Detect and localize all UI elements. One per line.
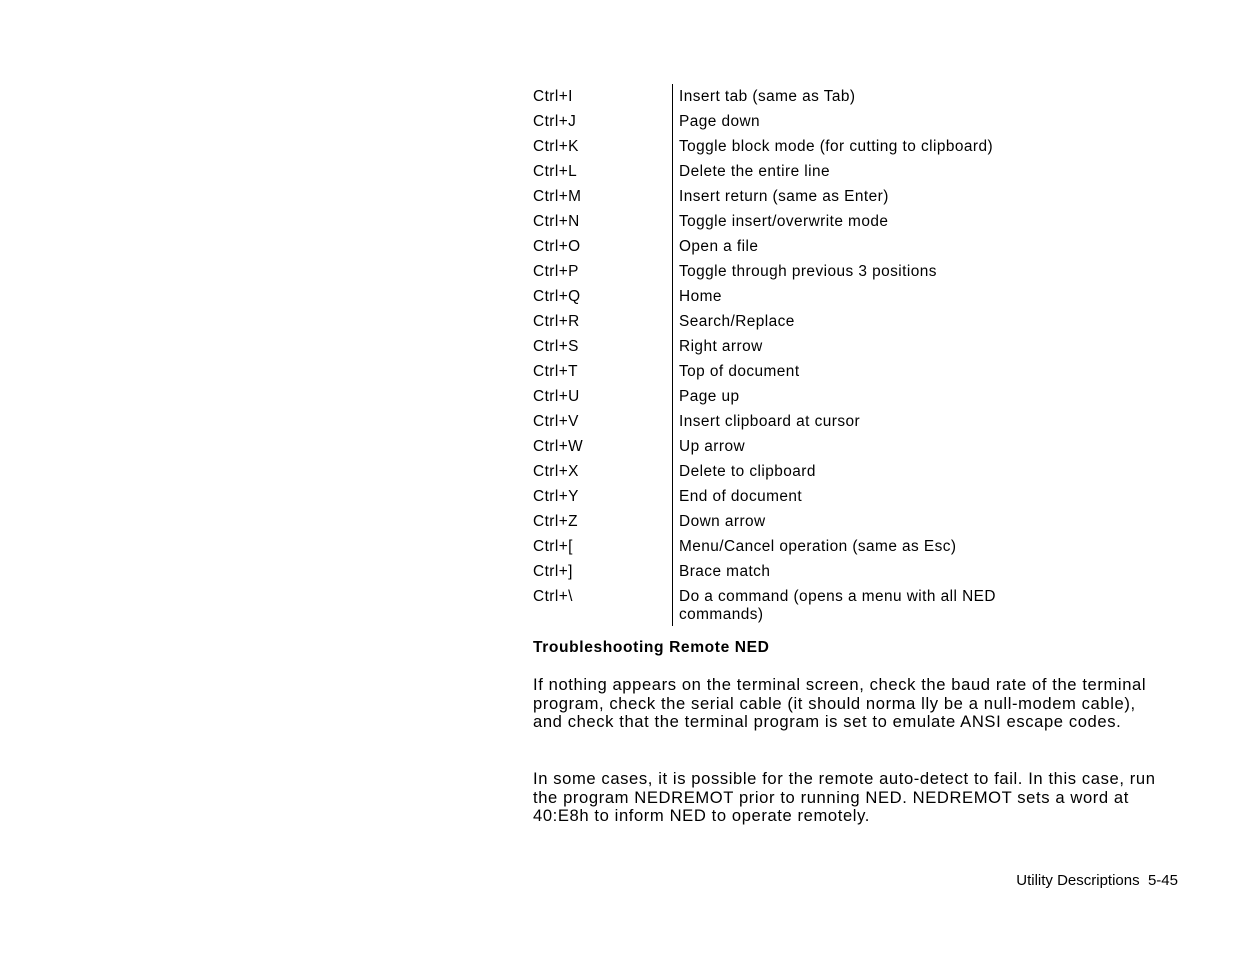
- shortcut-description: Insert tab (same as Tab): [672, 84, 1079, 109]
- footer-chapter: Utility Descriptions: [1016, 872, 1140, 889]
- table-row: [533, 459, 1093, 484]
- shortcut-key: Ctrl+P: [533, 263, 579, 280]
- shortcut-description: Up arrow: [672, 434, 1079, 459]
- shortcut-description: Insert return (same as Enter): [672, 184, 1079, 209]
- shortcut-description: Toggle insert/overwrite mode: [672, 209, 1079, 234]
- shortcut-key: Ctrl+T: [533, 363, 579, 380]
- shortcut-description: Page down: [672, 109, 1079, 134]
- shortcut-key: Ctrl+Y: [533, 488, 579, 505]
- table-row: [533, 484, 1093, 509]
- shortcut-key: Ctrl+Q: [533, 288, 581, 305]
- shortcut-description: Search/Replace: [672, 309, 1079, 334]
- table-row: [533, 534, 1093, 559]
- shortcut-key: Ctrl+X: [533, 463, 579, 480]
- shortcut-description: Insert clipboard at cursor: [672, 409, 1079, 434]
- footer-spacer: [1140, 872, 1148, 889]
- shortcut-description: Toggle through previous 3 positions: [672, 259, 1079, 284]
- shortcut-description: Brace match: [672, 559, 1079, 584]
- shortcut-description: End of document: [672, 484, 1079, 509]
- table-row: [533, 109, 1093, 134]
- table-row: [533, 434, 1093, 459]
- table-row: [533, 209, 1093, 234]
- shortcut-key: Ctrl+O: [533, 238, 581, 255]
- shortcut-key: Ctrl+]: [533, 563, 573, 580]
- paragraph: In some cases, it is possible for the remote auto-detect to fail. In this case, run the program NEDREMOT prior to running NED. NEDREMOT sets a word at 40:E8h to inform NED to operate remotely.: [533, 769, 1156, 826]
- shortcut-key: Ctrl+[: [533, 538, 573, 555]
- shortcut-key: Ctrl+Z: [533, 513, 579, 530]
- table-row: [533, 159, 1093, 184]
- section-heading: Troubleshooting Remote NED: [533, 639, 770, 656]
- shortcut-description: Down arrow: [672, 509, 1079, 534]
- shortcut-key: Ctrl+L: [533, 163, 578, 180]
- shortcut-key: Ctrl+W: [533, 438, 584, 455]
- table-row: [533, 359, 1093, 384]
- shortcut-key: Ctrl+J: [533, 113, 577, 130]
- shortcut-key: Ctrl+U: [533, 388, 580, 405]
- table-row: [533, 134, 1093, 159]
- table-row: [533, 334, 1093, 359]
- table-row: [533, 184, 1093, 209]
- shortcut-key: Ctrl+S: [533, 338, 579, 355]
- shortcut-description: Toggle block mode (for cutting to clipboard): [672, 134, 1079, 159]
- shortcut-description: Delete the entire line: [672, 159, 1079, 184]
- table-row: [533, 509, 1093, 534]
- shortcut-description: Delete to clipboard: [672, 459, 1079, 484]
- shortcut-description: Open a file: [672, 234, 1079, 259]
- shortcut-description: Do a command (opens a menu with all NED commands): [672, 584, 1079, 626]
- table-row: [533, 559, 1093, 584]
- shortcut-description: Right arrow: [672, 334, 1079, 359]
- shortcut-key: Ctrl+K: [533, 138, 579, 155]
- table-row: [533, 409, 1093, 434]
- footer-page-number: 5-45: [1147, 872, 1178, 889]
- shortcut-table: [533, 84, 1093, 626]
- shortcut-key: Ctrl+M: [533, 188, 582, 205]
- shortcut-key: Ctrl+\: [533, 588, 573, 605]
- shortcut-description: Top of document: [672, 359, 1079, 384]
- shortcut-description: Menu/Cancel operation (same as Esc): [672, 534, 1079, 559]
- shortcut-key: Ctrl+I: [533, 88, 573, 105]
- table-row: [533, 284, 1093, 309]
- table-row: [533, 234, 1093, 259]
- table-row: [533, 584, 1093, 626]
- table-row: [533, 84, 1093, 109]
- shortcut-description: Home: [672, 284, 1079, 309]
- table-row: [533, 309, 1093, 334]
- shortcut-description: Page up: [672, 384, 1079, 409]
- shortcut-key: Ctrl+V: [533, 413, 579, 430]
- shortcut-key: Ctrl+N: [533, 213, 580, 230]
- paragraph: If nothing appears on the terminal screen, check the baud rate of the terminal program, check the serial cable (it should norma lly be a null-modem cable), and check that the terminal program is set to emulate ANSI escape codes.: [533, 675, 1147, 732]
- page-footer: [1016, 872, 1178, 889]
- shortcut-key: Ctrl+R: [533, 313, 580, 330]
- table-row: [533, 259, 1093, 284]
- table-row: [533, 384, 1093, 409]
